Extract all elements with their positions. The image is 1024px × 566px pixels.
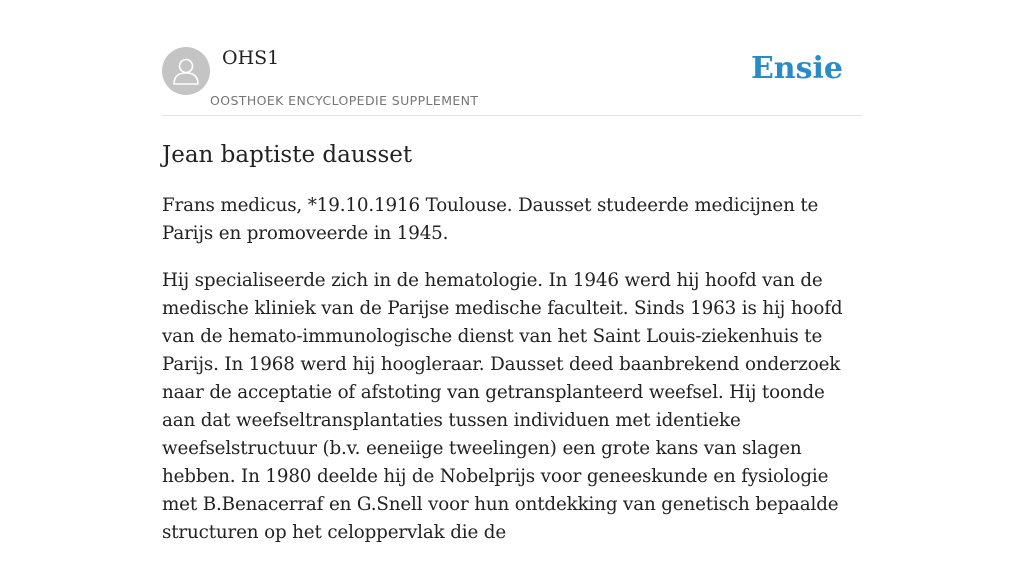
article-paragraph: Frans medicus, *19.10.1916 Toulouse. Dausset studeerde medicijnen te Parijs en promoveerde in 1945.	[162, 195, 819, 244]
article-title: Jean baptiste dausset	[162, 142, 413, 168]
article-body	[162, 192, 862, 566]
source-label[interactable]: OOSTHOEK ENCYCLOPEDIE SUPPLEMENT	[210, 93, 479, 108]
brand-logo[interactable]: Ensie	[750, 51, 843, 86]
article-paragraph: Hij specialiseerde zich in de hematologie. In 1946 werd hij hoofd van de medische kliniek van de Parijse medische faculteit. Sinds 1963 is hij hoofd van de hemato-immunologische dienst van het Saint Louis-ziekenhuis te Parijs. In 1968 werd hij hoogleraar. Dausset deed baanbrekend onderzoek naar de acceptatie of afstoting van getransplanteerd weefsel. Hij toonde aan dat weefseltransplantaties tussen individuen met identieke weefselstructuur (b.v. eeneiige tweelingen) een grote kans van slagen hebben. In 1980 deelde hij de Nobelprijs voor geneeskunde en fysiologie met B.Benacerraf en G.Snell voor hun ontdekking van genetisch bepaalde structuren op het celoppervlak die de	[162, 270, 843, 543]
author-name[interactable]: OHS1	[222, 47, 280, 69]
author-avatar[interactable]	[162, 47, 210, 95]
user-icon	[162, 47, 210, 95]
entry-header	[162, 0, 862, 116]
page	[162, 0, 862, 543]
